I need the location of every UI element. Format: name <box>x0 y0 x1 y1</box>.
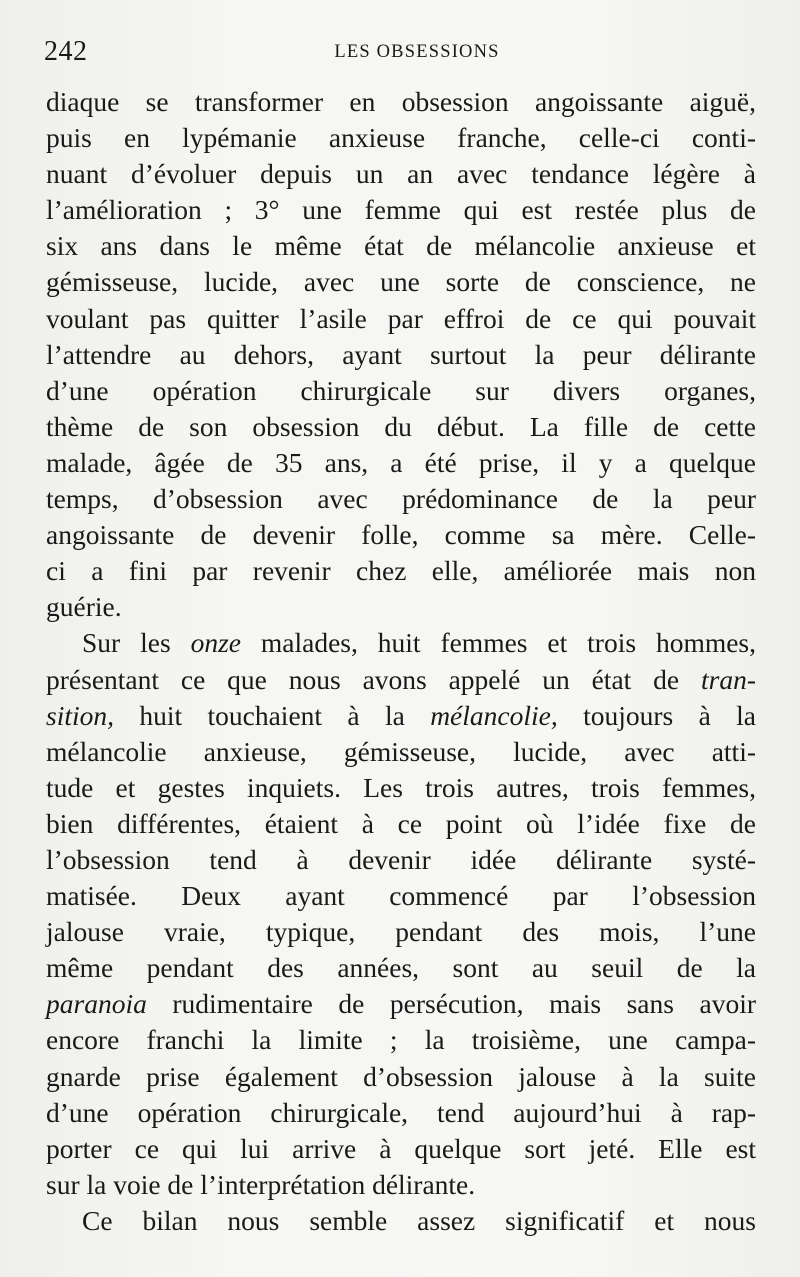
text-line: l’amélioration ; 3° une femme qui est restée plus de <box>46 194 756 226</box>
text-line: d’une opération chirurgicale sur divers organes, <box>46 374 756 406</box>
text-line: nuant d’évoluer depuis un an avec tendance légère à <box>46 158 756 190</box>
text-line: bien différentes, étaient à ce point où l’idée fixe de <box>46 807 756 839</box>
text-line: porter ce qui lui arrive à quelque sort jeté. Elle est <box>46 1132 756 1164</box>
text-line: Ce bilan nous semble assez significatif et nous <box>82 1204 756 1236</box>
text-line: temps, d’obsession avec prédominance de la peur <box>46 483 756 515</box>
text-line: l’obsession tend à devenir idée délirante systé- <box>46 843 756 875</box>
text-line: tude et gestes inquiets. Les trois autres, trois femmes, <box>46 771 756 803</box>
text-line: guérie. <box>46 591 122 623</box>
text-line: d’une opération chirurgicale, tend aujourd’hui à rap- <box>46 1096 756 1128</box>
text-line: puis en lypémanie anxieuse franche, celle-ci conti- <box>46 122 756 154</box>
text-line: encore franchi la limite ; la troisième, une campa- <box>46 1024 756 1056</box>
text-line: paranoia rudimentaire de persécution, mais sans avoir <box>46 988 756 1020</box>
text-line: voulant pas quitter l’asile par effroi de ce qui pouvait <box>46 302 756 334</box>
text-line: thème de son obsession du début. La fille de cette <box>46 410 756 442</box>
text-line: matisée. Deux ayant commencé par l’obsession <box>46 880 756 912</box>
text-line: mélancolie anxieuse, gémisseuse, lucide, avec atti- <box>46 735 756 767</box>
text-line: malade, âgée de 35 ans, a été prise, il y a quelque <box>46 446 756 478</box>
page-number: 242 <box>44 36 88 67</box>
text-line: l’attendre au dehors, ayant surtout la peur délirante <box>46 338 756 370</box>
text-line: angoissante de devenir folle, comme sa mère. Celle- <box>46 519 756 551</box>
text-line: sur la voie de l’interprétation délirante. <box>46 1168 476 1200</box>
text-line: sition, huit touchaient à la mélancolie, toujours à la <box>46 699 756 731</box>
text-line: six ans dans le même état de mélancolie anxieuse et <box>46 230 756 262</box>
text-line: gnarde prise également d’obsession jalouse à la suite <box>46 1060 756 1092</box>
text-line: même pendant des années, sont au seuil de la <box>46 952 756 984</box>
running-title: LES OBSESSIONS <box>334 42 500 62</box>
text-line: jalouse vraie, typique, pendant des mois, l’une <box>46 916 756 948</box>
page-header <box>44 34 754 70</box>
text-line: ci a fini par revenir chez elle, améliorée mais non <box>46 555 756 587</box>
text-line: gémisseuse, lucide, avec une sorte de conscience, ne <box>46 266 756 298</box>
text-line: Sur les onze malades, huit femmes et trois hommes, <box>82 627 757 659</box>
body-text <box>46 84 756 1239</box>
text-line: présentant ce que nous avons appelé un état de tran- <box>46 663 756 695</box>
text-line: diaque se transformer en obsession angoissante aiguë, <box>46 86 756 117</box>
